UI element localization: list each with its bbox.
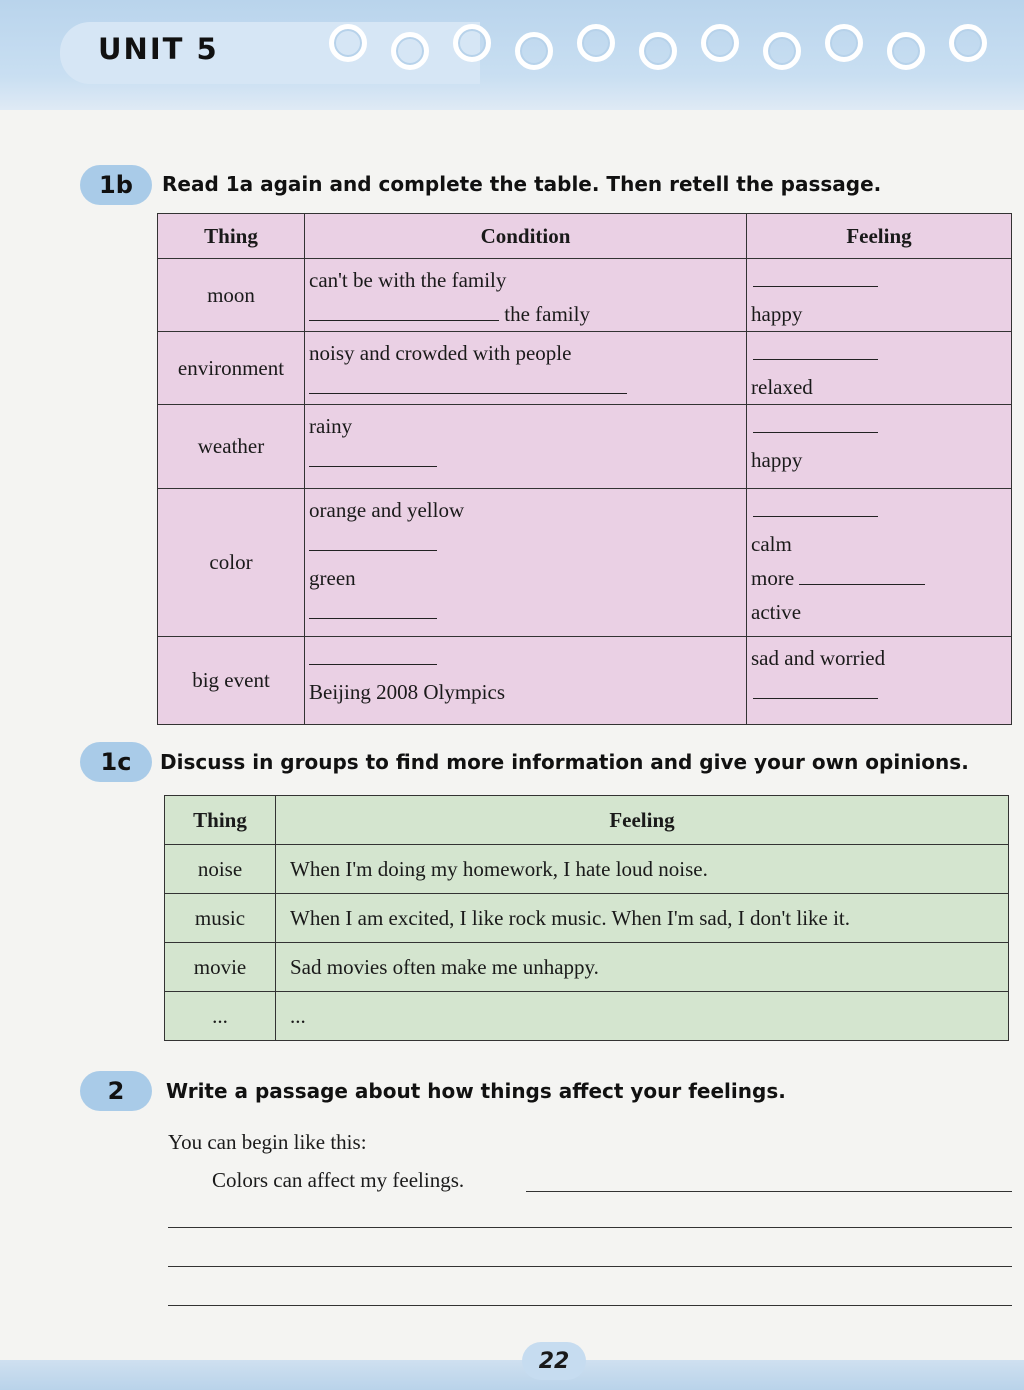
answer-blank[interactable] bbox=[309, 298, 499, 321]
section-2-badge: 2 bbox=[80, 1071, 152, 1111]
thing-cell: music bbox=[165, 894, 276, 943]
feeling-cell: Sad movies often make me unhappy. bbox=[276, 943, 1009, 992]
condition-cell bbox=[305, 489, 747, 637]
section-1c-badge: 1c bbox=[80, 742, 152, 782]
table-header-row bbox=[165, 796, 1009, 845]
condition-text: green bbox=[309, 566, 356, 590]
table-row bbox=[165, 943, 1009, 992]
table-row bbox=[158, 332, 1012, 405]
page-number: 22 bbox=[522, 1342, 586, 1380]
table-row bbox=[165, 894, 1009, 943]
feeling-cell bbox=[747, 489, 1012, 637]
feeling-line bbox=[751, 493, 1007, 527]
condition-cell bbox=[305, 405, 747, 489]
section-1b-badge: 1b bbox=[80, 165, 152, 205]
section-1c-instruction: Discuss in groups to find more information and give your own opinions. bbox=[160, 750, 969, 774]
answer-blank[interactable] bbox=[753, 264, 878, 287]
thing-cell: environment bbox=[158, 332, 305, 405]
thing-cell: weather bbox=[158, 405, 305, 489]
writing-line[interactable] bbox=[526, 1191, 1012, 1192]
condition-text: the family bbox=[504, 302, 590, 326]
feeling-cell bbox=[747, 405, 1012, 489]
writing-line[interactable] bbox=[168, 1266, 1012, 1267]
feeling-text: active bbox=[751, 600, 802, 624]
condition-text: orange and yellow bbox=[309, 498, 465, 522]
condition-text: rainy bbox=[309, 414, 353, 438]
section-2-instruction: Write a passage about how things affect your feelings. bbox=[166, 1079, 786, 1103]
ring-icon bbox=[577, 24, 615, 62]
feeling-cell: ... bbox=[276, 992, 1009, 1041]
condition-cell bbox=[305, 637, 747, 725]
answer-blank[interactable] bbox=[753, 410, 878, 433]
ring-icon bbox=[329, 24, 367, 62]
page-header bbox=[0, 0, 1024, 110]
answer-blank[interactable] bbox=[309, 528, 437, 551]
feeling-cell: When I am excited, I like rock music. When I'm sad, I don't like it. bbox=[276, 894, 1009, 943]
condition-cell bbox=[305, 332, 747, 405]
table-row bbox=[158, 259, 1012, 332]
feeling-cell bbox=[747, 637, 1012, 725]
feeling-cell: When I'm doing my homework, I hate loud noise. bbox=[276, 845, 1009, 894]
ring-icon bbox=[391, 32, 429, 70]
ring-icon bbox=[825, 24, 863, 62]
thing-cell: movie bbox=[165, 943, 276, 992]
feeling-line bbox=[751, 263, 1007, 297]
table-header-row bbox=[158, 214, 1012, 259]
feeling-line bbox=[751, 336, 1007, 370]
ring-icon bbox=[453, 24, 491, 62]
table-row bbox=[158, 489, 1012, 637]
condition-line bbox=[309, 370, 742, 404]
writing-intro: You can begin like this: bbox=[168, 1130, 367, 1154]
ring-icon bbox=[887, 32, 925, 70]
feeling-text: happy bbox=[751, 448, 803, 472]
condition-cell bbox=[305, 259, 747, 332]
thing-cell: color bbox=[158, 489, 305, 637]
ring-icon bbox=[701, 24, 739, 62]
feeling-text: more bbox=[751, 566, 795, 590]
feeling-line bbox=[751, 675, 1007, 709]
condition-line bbox=[309, 443, 742, 477]
answer-blank[interactable] bbox=[799, 562, 925, 585]
condition-line bbox=[309, 297, 742, 331]
answer-blank[interactable] bbox=[309, 444, 437, 467]
answer-blank[interactable] bbox=[753, 337, 878, 360]
thing-cell: moon bbox=[158, 259, 305, 332]
thing-cell: noise bbox=[165, 845, 276, 894]
writing-line[interactable] bbox=[168, 1305, 1012, 1306]
feeling-text: relaxed bbox=[751, 375, 813, 399]
feeling-cell bbox=[747, 259, 1012, 332]
answer-blank[interactable] bbox=[753, 676, 878, 699]
table-row bbox=[165, 992, 1009, 1041]
condition-line bbox=[309, 595, 742, 629]
feeling-line bbox=[751, 561, 1007, 595]
ring-icon bbox=[515, 32, 553, 70]
ring-decoration bbox=[325, 18, 1015, 78]
table-1c bbox=[164, 795, 1009, 1041]
feeling-line bbox=[751, 409, 1007, 443]
header-feeling: Feeling bbox=[747, 214, 1012, 259]
feeling-cell bbox=[747, 332, 1012, 405]
header-thing: Thing bbox=[158, 214, 305, 259]
table-row bbox=[165, 845, 1009, 894]
writing-starter: Colors can affect my feelings. bbox=[212, 1168, 465, 1192]
feeling-text: happy bbox=[751, 302, 803, 326]
condition-text: noisy and crowded with people bbox=[309, 341, 572, 365]
unit-title: UNIT 5 bbox=[98, 32, 219, 66]
header-feeling: Feeling bbox=[276, 796, 1009, 845]
header-condition: Condition bbox=[305, 214, 747, 259]
thing-cell: ... bbox=[165, 992, 276, 1041]
condition-line bbox=[309, 641, 742, 675]
answer-blank[interactable] bbox=[309, 596, 437, 619]
ring-icon bbox=[639, 32, 677, 70]
ring-icon bbox=[949, 24, 987, 62]
answer-blank[interactable] bbox=[309, 642, 437, 665]
condition-text: can't be with the family bbox=[309, 268, 507, 292]
answer-blank[interactable] bbox=[309, 371, 627, 394]
feeling-text: sad and worried bbox=[751, 646, 886, 670]
condition-text: Beijing 2008 Olympics bbox=[309, 680, 505, 704]
page-footer bbox=[0, 1360, 1024, 1390]
answer-blank[interactable] bbox=[753, 494, 878, 517]
header-thing: Thing bbox=[165, 796, 276, 845]
condition-line bbox=[309, 527, 742, 561]
writing-line[interactable] bbox=[168, 1227, 1012, 1228]
thing-cell: big event bbox=[158, 637, 305, 725]
section-1b-instruction: Read 1a again and complete the table. Then retell the passage. bbox=[162, 172, 882, 196]
table-1b bbox=[157, 213, 1012, 725]
table-row bbox=[158, 637, 1012, 725]
ring-icon bbox=[763, 32, 801, 70]
table-row bbox=[158, 405, 1012, 489]
feeling-text: calm bbox=[751, 532, 792, 556]
